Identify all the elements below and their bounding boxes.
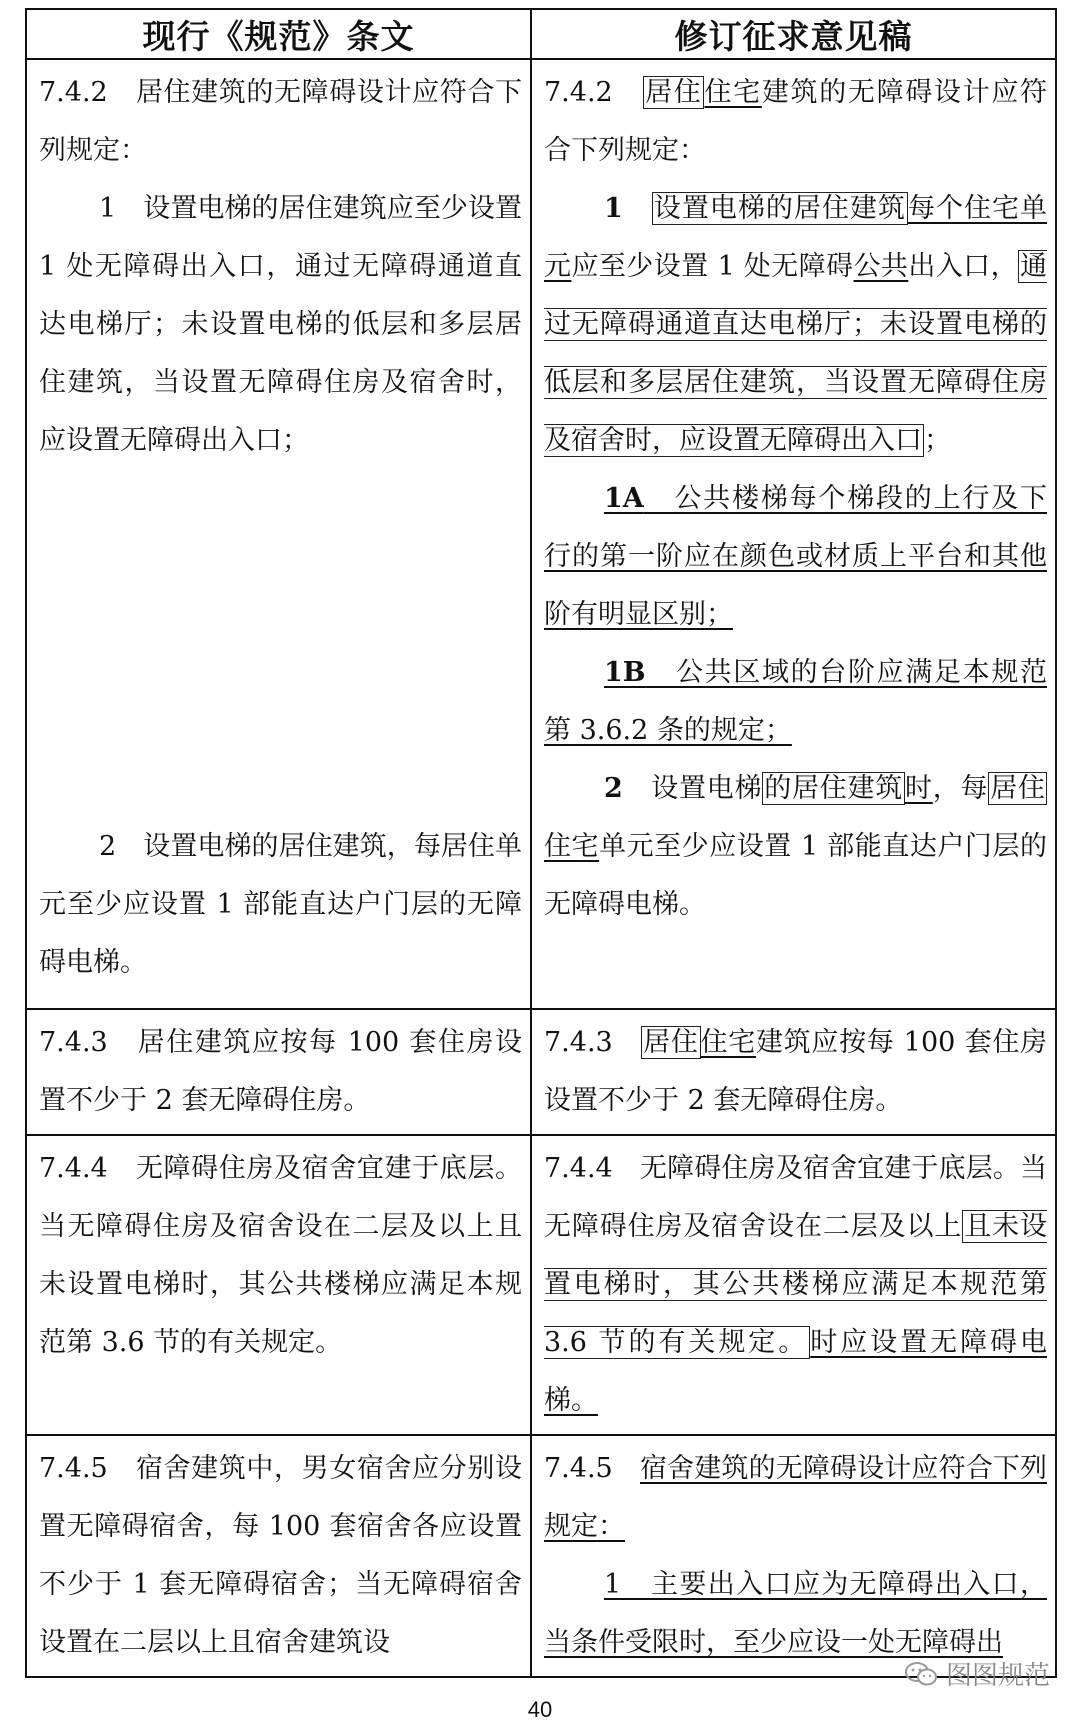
current-cell-7-4-2 (26, 59, 531, 1009)
clause-item-inserted: 1B 公共区域的台阶应满足本规范第 3.6.2 条的规定； (544, 657, 1047, 746)
clause-item: 1 设置电梯的居住建筑应至少设置 1 处无障碍出入口，通过无障碍通道直达电梯厅；未设置电梯的低层和多层居住建筑，当设置无障碍住房及宿舍时，应设置无障碍出入口； (39, 193, 522, 456)
inserted-text: 住宅 (544, 831, 600, 862)
inserted-text: 每个住宅单元 (544, 193, 1048, 282)
inserted-text: 宿舍建筑的无障碍设计应符合下列规定： (544, 1453, 1048, 1542)
inserted-text: 时 (905, 773, 933, 804)
deleted-text: 居住 (643, 1027, 699, 1058)
wechat-icon (904, 1661, 938, 1687)
clause-item: 2 设置电梯的居住建筑，每居住单元至少应设置 1 部能直达户门层的无障碍电梯。 (39, 831, 522, 978)
clause-item: 2 设置电梯的居住建筑时，每居住住宅单元至少应设置 1 部能直达户门层的无障碍电梯。 (544, 773, 1048, 920)
header-current-clause: 现行《规范》条文 (26, 9, 531, 59)
current-cell-7-4-3: 7.4.3 居住建筑应按每 100 套住房设置不少于 2 套无障碍住房。 (26, 1009, 531, 1135)
table-row (26, 1009, 1056, 1135)
inserted-text: 公共 (853, 251, 909, 282)
deleted-text: 居住 (990, 773, 1046, 804)
page-number: 40 (527, 1697, 553, 1722)
clause-item-inserted: 1A 公共楼梯每个梯段的上行及下行的第一阶应在颜色或材质上平台和其他阶有明显区别； (544, 483, 1047, 630)
current-cell-7-4-5: 7.4.5 宿舍建筑中，男女宿舍应分别设置无障碍宿舍，每 100 套宿舍各应设置不少于 1 套无障碍宿舍；当无障碍宿舍设置在二层以上且宿舍建筑设 (26, 1435, 531, 1677)
table-row (26, 1135, 1056, 1435)
deleted-text: 通过无障碍通道直达电梯厅；未设置电梯的低层和多层居住建筑，当设置无障碍住房及宿舍时，应设置无障碍出入口 (544, 251, 1048, 456)
table-row (26, 59, 1056, 1009)
deleted-text: 居住 (645, 77, 703, 108)
watermark-text: 图图规范 (945, 1661, 1050, 1691)
current-cell-7-4-4: 7.4.4 无障碍住房及宿舍宜建于底层。当无障碍住房及宿舍设在二层及以上且未设置电梯时，其公共楼梯应满足本规范第 3.6 节的有关规定。 (26, 1135, 531, 1435)
comparison-table (25, 8, 1057, 1678)
inserted-text: 住宅 (700, 1027, 756, 1058)
table-row (26, 1435, 1056, 1677)
inserted-text: 住宅 (704, 77, 762, 108)
table-header-row (26, 9, 1056, 59)
deleted-text: 的居住建筑 (764, 773, 904, 804)
deleted-text: 设置电梯的居住建筑 (653, 193, 906, 224)
revised-cell-7-4-3: 7.4.3 居住住宅建筑应按每 100 套住房设置不少于 2 套无障碍住房。 (531, 1009, 1056, 1135)
inserted-text: 时应设置无障碍电梯。 (544, 1327, 1048, 1416)
deleted-text: 且未设置电梯时，其公共楼梯应满足本规范第 3.6 节的有关规定。 (544, 1211, 1048, 1358)
clause-item: 1 设置电梯的居住建筑每个住宅单元应至少设置 1 处无障碍公共出入口，通过无障碍通道直达电梯厅；未设置电梯的低层和多层居住建筑，当设置无障碍住房及宿舍时，应设置无障碍出入口； (544, 193, 1048, 456)
clause-text: 7.4.2 居住建筑的无障碍设计应符合下列规定： (39, 77, 522, 166)
revised-cell-7-4-2 (531, 59, 1056, 1009)
header-revised-draft: 修订征求意见稿 (531, 9, 1056, 59)
clause-text: 7.4.2 居住住宅建筑的无障碍设计应符合下列规定： (544, 77, 1048, 166)
clause-item-inserted: 1 主要出入口应为无障碍出入口，当条件受限时，至少应设一处无障碍出 (544, 1569, 1047, 1658)
revised-cell-7-4-5: 7.4.5 宿舍建筑的无障碍设计应符合下列规定： 1 主要出入口应为无障碍出入口，当条件受限时，至少应设一处无障碍出 (531, 1435, 1056, 1677)
revised-cell-7-4-4: 7.4.4 无障碍住房及宿舍宜建于底层。当无障碍住房及宿舍设在二层及以上且未设置电梯时，其公共楼梯应满足本规范第 3.6 节的有关规定。时应设置无障碍电梯。 (531, 1135, 1056, 1435)
watermark (904, 1655, 1050, 1692)
